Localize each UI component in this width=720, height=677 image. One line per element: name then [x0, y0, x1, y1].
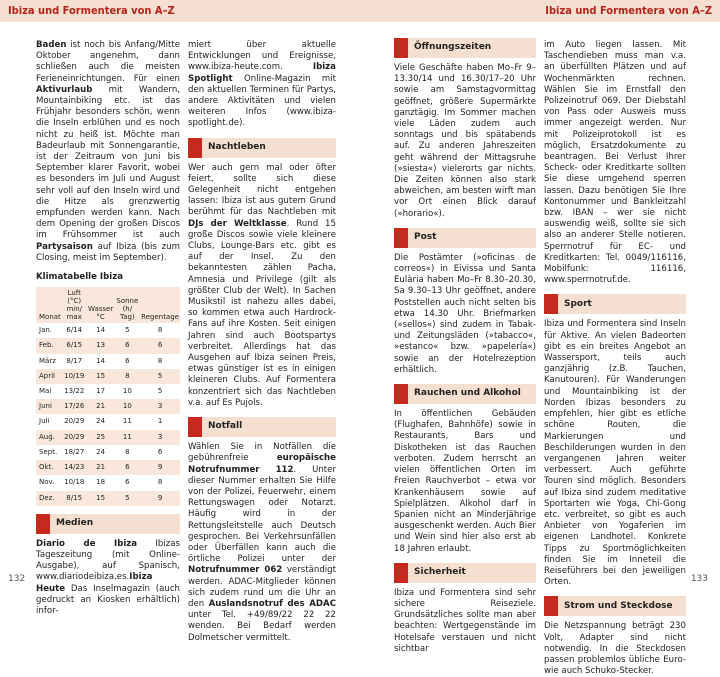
- table-cell: 6/15: [66, 341, 83, 350]
- table-cell: Okt.: [39, 463, 54, 472]
- column-2: [188, 40, 336, 644]
- table-cell: 14/23: [64, 463, 85, 472]
- intro-paragraph: Baden ist noch bis Anfang/Mitte Oktober angenehm, dann schließen auch die meisten Ferieneinrichtungen. Für einen Aktivurlaub mit Wandern, Mountainbiking etc. ist das Frühjahr besonders schön, wenn die Inseln erblühen und es noch nicht zu heiß ist. Möchte man Badeurlaub mit Sonnengarantie, ist der Zeitraum von Juni bis September klarer Favorit, wobei es besonders im Juli und August sehr voll auf den Inseln wird und die Hitze als grenzwertig empfunden werden kann. Nach dem Opening der großen Discos im Frühsommer ist auch Partysaison auf Ibiza (bis zum Closing, meist im September).: [36, 40, 180, 263]
- table-cell: Aug.: [39, 432, 55, 441]
- section-marker-icon: [394, 38, 408, 58]
- section-rauchen: [394, 384, 536, 404]
- bold-term: europäische Notrufnummer 112: [188, 453, 336, 475]
- strom-paragraph: Die Netzspannung beträgt 230 Volt, Adapter sind nicht notwendig. In die Steckdosen passen problemlos übliche Euro- wie auch Schuko-Stecker.: [544, 621, 686, 677]
- section-notfall: [188, 417, 336, 437]
- table-cell: 6: [125, 356, 130, 365]
- right-page: [360, 0, 720, 677]
- table-cell: 14: [96, 326, 106, 335]
- table-cell: 11: [122, 417, 132, 426]
- table-cell: 8: [157, 326, 163, 335]
- table-cell: 8: [157, 356, 163, 365]
- table-row: [36, 338, 180, 353]
- table-cell: 6: [125, 478, 130, 487]
- table-cell: 6: [125, 341, 130, 350]
- section-marker-icon: [394, 384, 408, 404]
- table-cell: 20/29: [64, 417, 85, 426]
- table-cell: 5: [157, 371, 163, 380]
- table-cell: 3: [157, 432, 163, 441]
- table-cell: April: [39, 371, 55, 380]
- table-header-cell: Wasser °C: [87, 305, 114, 322]
- table-cell: 13: [96, 341, 106, 350]
- section-marker-icon: [394, 228, 408, 248]
- table-cell: 10: [122, 387, 132, 396]
- header-title-right: Ibiza und Formentera von A–Z: [545, 4, 712, 17]
- table-row: [36, 399, 180, 414]
- table-cell: 24: [96, 447, 106, 456]
- section-title: Nachtleben: [208, 142, 266, 153]
- medien-paragraph: Diario de Ibiza Ibizas Tageszeitung (mit Online-Ausgabe), auf Spanisch, www.diariodeibiza.es.Ibiza Heute Das Inselmagazin (auch gedruckt an Kiosken erhältlich) infor-: [36, 538, 180, 616]
- section-title: Medien: [56, 518, 94, 529]
- section-marker-icon: [394, 563, 408, 583]
- table-cell: 10/19: [64, 371, 85, 380]
- table-cell: 9: [157, 463, 163, 472]
- table-cell: 10/18: [64, 478, 85, 487]
- table-cell: 8: [125, 371, 130, 380]
- bold-term: DJs der Weltklasse: [188, 218, 287, 229]
- section-title: Öffnungszeiten: [414, 42, 492, 53]
- bold-term: Notrufnummer 062: [188, 565, 283, 576]
- table-row: [36, 491, 180, 506]
- table-cell: 24: [96, 417, 106, 426]
- section-title: Rauchen und Alkohol: [414, 388, 521, 399]
- section-marker-icon: [544, 294, 558, 314]
- table-cell: 9: [157, 493, 163, 502]
- nachtleben-paragraph: Wer auch gern mal oder öfter feiert, sollte sich diese Gelegenheit nicht entgehen lassen: Ibiza ist aus gutem Grund berühmt für das Nachtleben mit DJs der Weltklasse. Rund 15 große Discos sowie viele kleinere Clubs, Lounge-Bars etc. gibt es auf der Insel. Zu den bekanntesten zählen Pacha, Amnesia und Privilege (gilt als größter Club der Welt). In Sachen Musikstil ist nahezu alles dabei, so kommen etwa auch Hardrock-Fans auf ihre Kosten. Seit einigen Jahren sind auch Bootspartys verbreitet. Allerdings hat das Ausgehen auf Ibiza seinen Preis, etwas günstiger ist es in einigen kleineren Clubs. Auf Formentera konzentriert sich das Nachtleben v.a. auf Es Pujols.: [188, 162, 336, 408]
- table-row: [36, 430, 180, 445]
- table-cell: 21: [96, 402, 106, 411]
- table-cell: 13/22: [64, 387, 85, 396]
- table-cell: 15: [96, 371, 106, 380]
- climate-table: [36, 287, 180, 505]
- rauchen-paragraph: In öffentlichen Gebäuden (Flughafen, Bahnhöfe) sowie in Restaurants, Bars und Diskotheken ist das Rauchen verboten. Zudem herrscht an vielen öffentlichen Orten im Freien Rauchverbot – etwa vor Krankenhäusern sowie auf Spielplätzen. Alkohol darf in Spanien nicht an Minderjährige ausgeschenkt werden. Auch Bier und Wein sind hier also erst ab 18 Jahren erlaubt.: [394, 409, 536, 554]
- table-cell: 3: [157, 402, 163, 411]
- table-cell: 1: [157, 417, 163, 426]
- post-paragraph: Die Postämter (»oficinas de correos«) in Eivissa und Santa Eulària haben Mo–Fr 8.30–20.30, Sa 9.30–13 Uhr geöffnet, andere Poststellen auch nicht selten bis etwa 14.30 Uhr. Briefmarken (»sellos«) sind zudem in Tabak- und Zeitungsläden (»tabacco«, »estanco« bzw. »papelería«) sowie an der Hotelrezeption erhältlich.: [394, 252, 536, 375]
- section-title: Sport: [564, 298, 592, 309]
- table-cell: 5: [125, 493, 130, 502]
- table-cell: 14: [96, 356, 106, 365]
- table-cell: 25: [96, 432, 106, 441]
- table-cell: 6: [157, 447, 163, 456]
- table-cell: 21: [96, 463, 106, 472]
- table-row: [36, 354, 180, 369]
- bold-term: Diario de Ibiza: [36, 538, 138, 549]
- column-4: [544, 40, 686, 677]
- section-post: [394, 228, 536, 248]
- medien-cont-paragraph: miert über aktuelle Entwicklungen und Ereignisse, www.ibiza-heute.com. Ibiza Spotlight Online-Magazin mit den aktuellen Terminen für Partys, andere Aktivitäten und vielen weiteren Infos (www.ibiza-spotlight.de).: [188, 40, 336, 129]
- table-cell: 8: [125, 447, 130, 456]
- bold-term: Auslandsnotruf des ADAC: [208, 598, 336, 609]
- table-header-cell: Regentage: [141, 313, 179, 322]
- table-cell: 20/29: [64, 432, 85, 441]
- column-1: [36, 40, 180, 617]
- section-strom: [544, 596, 686, 616]
- section-marker-icon: [544, 596, 558, 616]
- table-cell: 6: [157, 341, 163, 350]
- section-nachtleben: [188, 138, 336, 158]
- table-row: [36, 369, 180, 384]
- table-cell: Juli: [39, 417, 50, 426]
- table-header-cell: Luft (°C) min/ max: [66, 289, 82, 322]
- sport-paragraph: Ibiza und Formentera sind Inseln für Aktive. An vielen Badeorten gibt es ein breites Angebot an Wassersport, teils auch ganzjährig (z.B. Tauchen, Kanutouren). Für Wanderungen und Mountainbiking ist der Norden Ibizas besonders zu empfehlen, hier gibt es etliche schöne Routen, die Markierungen und Beschilderungen wurden in den vergangenen Jahren weiter verbessert. Auch geführte Touren sind möglich. Besonders auf Ibiza sind zudem meditative Sportarten wie Yoga, Chi-Gong etc. verbreitet, so gibt es auch Anbieter von Yogaferien im eigenen Landhotel. Konkrete Tipps zu Sportmöglichkeiten finden Sie im Inneteil die Reiseführers bei den jeweiligen Orten.: [544, 319, 686, 588]
- table-cell: Jan.: [39, 326, 53, 335]
- table-cell: 6/14: [66, 326, 83, 335]
- section-sport: [544, 294, 686, 314]
- table-cell: 10: [122, 402, 132, 411]
- table-row: [36, 475, 180, 490]
- bold-term: Baden: [36, 40, 67, 50]
- left-page: [0, 0, 360, 643]
- section-sicherheit: [394, 563, 536, 583]
- table-cell: 11: [122, 432, 132, 441]
- page-number-left: 132: [8, 574, 26, 584]
- table-cell: Sept.: [39, 447, 58, 456]
- section-oeffnungszeiten: [394, 38, 536, 58]
- oeffnung-paragraph: Viele Geschäfte haben Mo–Fr 9–13.30/14 und 16.30/17–20 Uhr sowie am Samstagvormittag geöffnet, größere Supermärkte ganztägig. Im Sommer machen viele Läden zudem auch sonntags und bis spätabends auf. Zu anderen Jahreszeiten geht während der Mittagsruhe (»siesta«) vielerorts gar nichts. Die Zeiten können also stark abweichen, am besten wirft man vor Ort einen Blick darauf (»horario«).: [394, 63, 536, 219]
- bold-term: Aktivurlaub: [36, 84, 93, 95]
- table-cell: 8/17: [66, 356, 83, 365]
- bold-term: Partysaison: [36, 241, 93, 252]
- table-cell: 6: [125, 463, 130, 472]
- sicherheit-paragraph: Ibiza und Formentera sind sehr sichere Reiseziele. Grundsätzliches sollte man aber beachten: Wertgegenstände im Hotelsafe verstauen und nicht sichtbar: [394, 587, 536, 654]
- section-title: Strom und Steckdose: [564, 600, 673, 611]
- table-row: [36, 445, 180, 460]
- notfall-paragraph: Wählen Sie in Notfällen die gebührenfreie europäische Notrufnummer 112. Unter dieser Nummer erhalten Sie Hilfe von der Polizei, Feuerwehr, einem Rettungswagen oder Notarzt. Häufig wird in der Rettungsleitstelle auch Deutsch gesprochen. Bei Verkehrsunfällen oder Überfällen kann auch die örtliche Polizei unter der Notrufnummer 062 verständigt werden. ADAC-Mitglieder können sich zudem rund um die Uhr an den Auslandsnotruf des ADAC unter Tel. +49/89/22 22 22 wenden. Bei Bedarf werden Dolmetscher vermittelt.: [188, 442, 336, 643]
- header-title-left: Ibiza und Formentera von A–Z: [8, 4, 175, 17]
- page-number-right: 133: [690, 574, 708, 584]
- table-cell: Dez.: [39, 493, 55, 502]
- table-cell: 5: [125, 326, 130, 335]
- section-title: Post: [414, 232, 437, 243]
- section-marker-icon: [36, 514, 50, 534]
- table-row: [36, 460, 180, 475]
- table-cell: Feb.: [39, 341, 54, 350]
- column-3: [394, 40, 536, 655]
- table-cell: März: [39, 356, 56, 365]
- table-cell: 5: [157, 387, 163, 396]
- table-cell: 18: [96, 478, 106, 487]
- table-cell: 17/26: [64, 402, 85, 411]
- table-cell: Nov.: [39, 478, 55, 487]
- sicherheit-cont-paragraph: im Auto liegen lassen. Mit Taschendieben muss man v.a. an überfüllten Plätzen und auf Wochenmärkten rechnen. Wählen Sie im Ernstfall den Polizeinotruf 069. Der Diebstahl von Pass oder Ausweis muss immer angezeigt werden. Nur mit Polizeiprotokoll ist es möglich, Ersatzdokumente zu beantragen. Bei Verlust Ihrer Scheck- oder Kreditkarte sollten Sie diese umgehend sperren lassen. Dazu benötigen Sie Ihre Kontonummer und Bankleitzahl bzw. IBAN – wer sie nicht auswendig weiß, sollte sie sich also an anderer Stelle notieren. Sperrnotruf für EC- und Kreditkarten: Tel. 0049/116116, Mobilfunk: 116116, www.sperrnotruf.de.: [544, 40, 686, 286]
- table-row: [36, 323, 180, 338]
- table-row: [36, 414, 180, 429]
- table-row: [36, 384, 180, 399]
- table-cell: Juni: [39, 402, 52, 411]
- section-marker-icon: [188, 417, 202, 437]
- section-marker-icon: [188, 138, 202, 158]
- section-title: Sicherheit: [414, 567, 466, 578]
- table-header-cell: Monat: [39, 313, 61, 322]
- bold-term: Ibiza Spotlight: [188, 62, 336, 84]
- table-cell: 8/15: [66, 493, 83, 502]
- bold-term: Ibiza Heute: [36, 572, 153, 594]
- table-cell: Mai: [39, 387, 52, 396]
- table-header-cell: Sonne (h/ Tag): [116, 297, 139, 322]
- section-title: Notfall: [208, 421, 243, 432]
- section-medien: [36, 514, 180, 534]
- table-cell: 8: [157, 478, 163, 487]
- table-cell: 17: [96, 387, 106, 396]
- table-cell: 15: [96, 493, 106, 502]
- table-cell: 18/27: [64, 447, 85, 456]
- climate-table-title: Klimatabelle Ibiza: [36, 272, 123, 283]
